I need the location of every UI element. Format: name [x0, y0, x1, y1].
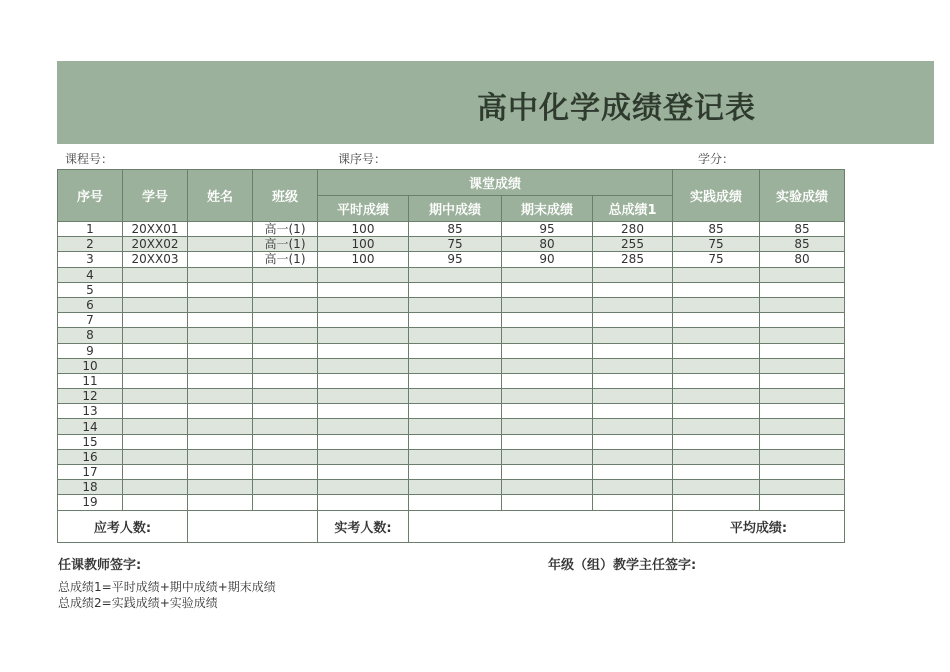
header-name: 姓名: [188, 170, 253, 222]
header-midterm: 期中成绩: [409, 196, 502, 222]
footer-actual-label: 实考人数:: [318, 510, 409, 542]
table-row: [58, 480, 845, 495]
cell-total1[interactable]: [593, 297, 673, 312]
cell-total1[interactable]: [593, 313, 673, 328]
note-total2: 总成绩2=实践成绩+实验成绩: [58, 596, 218, 610]
cell-class[interactable]: [253, 449, 318, 464]
cell-student-id[interactable]: [123, 313, 188, 328]
cell-practice[interactable]: 85: [673, 222, 760, 237]
cell-final[interactable]: [502, 419, 593, 434]
cell-student-id[interactable]: [123, 419, 188, 434]
table-row: [58, 404, 845, 419]
cell-name[interactable]: [188, 434, 253, 449]
footer-actual-value[interactable]: [409, 510, 673, 542]
cell-total1[interactable]: [593, 449, 673, 464]
cell-name[interactable]: [188, 404, 253, 419]
cell-regular[interactable]: [318, 449, 409, 464]
cell-practice[interactable]: [673, 313, 760, 328]
cell-class[interactable]: [253, 343, 318, 358]
table-row: [58, 434, 845, 449]
cell-class[interactable]: [253, 495, 318, 510]
cell-student-id[interactable]: [123, 373, 188, 388]
cell-student-id[interactable]: [123, 389, 188, 404]
cell-total1[interactable]: [593, 328, 673, 343]
cell-regular[interactable]: [318, 389, 409, 404]
cell-name[interactable]: [188, 343, 253, 358]
cell-index[interactable]: 14: [58, 419, 123, 434]
cell-final[interactable]: [502, 404, 593, 419]
cell-total1[interactable]: [593, 358, 673, 373]
cell-midterm[interactable]: [409, 419, 502, 434]
cell-experiment[interactable]: [760, 404, 845, 419]
cell-index[interactable]: 8: [58, 328, 123, 343]
cell-practice[interactable]: [673, 465, 760, 480]
head-signature-label: 年级（组）教学主任签字:: [548, 558, 697, 573]
cell-student-id[interactable]: [123, 434, 188, 449]
cell-regular[interactable]: [318, 313, 409, 328]
cell-experiment[interactable]: [760, 313, 845, 328]
cell-midterm[interactable]: [409, 465, 502, 480]
teacher-signature-label: 任课教师签字:: [58, 558, 142, 573]
cell-name[interactable]: [188, 267, 253, 282]
cell-student-id[interactable]: 20XX03: [123, 252, 188, 267]
table-row: [58, 297, 845, 312]
cell-final[interactable]: 90: [502, 252, 593, 267]
cell-index[interactable]: 18: [58, 480, 123, 495]
cell-class[interactable]: [253, 434, 318, 449]
cell-student-id[interactable]: [123, 267, 188, 282]
cell-regular[interactable]: 100: [318, 237, 409, 252]
cell-student-id[interactable]: [123, 495, 188, 510]
cell-final[interactable]: [502, 297, 593, 312]
footer-expected-value[interactable]: [188, 510, 318, 542]
header-classroom-group: 课堂成绩: [318, 170, 673, 196]
cell-midterm[interactable]: [409, 282, 502, 297]
cell-total1[interactable]: 280: [593, 222, 673, 237]
cell-class[interactable]: [253, 404, 318, 419]
header-index: 序号: [58, 170, 123, 222]
cell-class[interactable]: [253, 389, 318, 404]
cell-experiment[interactable]: [760, 343, 845, 358]
table-row: [58, 282, 845, 297]
cell-student-id[interactable]: [123, 465, 188, 480]
cell-midterm[interactable]: [409, 480, 502, 495]
cell-student-id[interactable]: [123, 282, 188, 297]
cell-experiment[interactable]: 85: [760, 222, 845, 237]
cell-index[interactable]: 16: [58, 449, 123, 464]
cell-regular[interactable]: [318, 465, 409, 480]
cell-name[interactable]: [188, 373, 253, 388]
cell-index[interactable]: 17: [58, 465, 123, 480]
cell-index[interactable]: 9: [58, 343, 123, 358]
cell-class[interactable]: [253, 328, 318, 343]
cell-class[interactable]: [253, 419, 318, 434]
cell-class[interactable]: [253, 465, 318, 480]
cell-practice[interactable]: [673, 480, 760, 495]
cell-final[interactable]: [502, 480, 593, 495]
cell-practice[interactable]: [673, 419, 760, 434]
table-row: [58, 328, 845, 343]
cell-name[interactable]: [188, 449, 253, 464]
cell-final[interactable]: [502, 328, 593, 343]
footer-expected-label: 应考人数:: [58, 510, 188, 542]
cell-experiment[interactable]: [760, 358, 845, 373]
cell-total1[interactable]: [593, 267, 673, 282]
cell-practice[interactable]: [673, 297, 760, 312]
cell-midterm[interactable]: 85: [409, 222, 502, 237]
cell-total1[interactable]: [593, 343, 673, 358]
cell-experiment[interactable]: [760, 328, 845, 343]
page-title: 高中化学成绩登记表: [477, 91, 756, 126]
seq-no-label: 课序号：: [338, 152, 387, 166]
cell-midterm[interactable]: [409, 434, 502, 449]
cell-student-id[interactable]: [123, 404, 188, 419]
cell-practice[interactable]: [673, 343, 760, 358]
cell-index[interactable]: 11: [58, 373, 123, 388]
header-experiment: 实验成绩: [760, 170, 845, 222]
cell-midterm[interactable]: [409, 449, 502, 464]
cell-final[interactable]: [502, 495, 593, 510]
cell-final[interactable]: [502, 465, 593, 480]
course-no-label: 课程号：: [65, 152, 114, 166]
header-class: 班级: [253, 170, 318, 222]
cell-experiment[interactable]: [760, 282, 845, 297]
cell-name[interactable]: [188, 495, 253, 510]
cell-index[interactable]: 15: [58, 434, 123, 449]
cell-name[interactable]: [188, 389, 253, 404]
cell-experiment[interactable]: [760, 373, 845, 388]
cell-class[interactable]: [253, 373, 318, 388]
cell-experiment[interactable]: [760, 297, 845, 312]
cell-class[interactable]: [253, 480, 318, 495]
cell-regular[interactable]: [318, 419, 409, 434]
cell-experiment[interactable]: [760, 495, 845, 510]
cell-name[interactable]: [188, 328, 253, 343]
table-row: [58, 267, 845, 282]
cell-class[interactable]: [253, 297, 318, 312]
cell-name[interactable]: [188, 237, 253, 252]
cell-student-id[interactable]: [123, 343, 188, 358]
cell-index[interactable]: 5: [58, 282, 123, 297]
cell-practice[interactable]: [673, 389, 760, 404]
table-row: [58, 237, 845, 252]
cell-midterm[interactable]: [409, 404, 502, 419]
table-row: [58, 313, 845, 328]
cell-class[interactable]: 高一(1): [253, 222, 318, 237]
cell-final[interactable]: [502, 373, 593, 388]
table-row: [58, 389, 845, 404]
cell-practice[interactable]: [673, 328, 760, 343]
cell-practice[interactable]: [673, 434, 760, 449]
cell-experiment[interactable]: [760, 267, 845, 282]
header-student-id: 学号: [123, 170, 188, 222]
cell-total1[interactable]: [593, 419, 673, 434]
table-row: [58, 495, 845, 510]
cell-index[interactable]: 6: [58, 297, 123, 312]
cell-student-id[interactable]: [123, 358, 188, 373]
title-banner: [57, 61, 934, 144]
cell-final[interactable]: 95: [502, 222, 593, 237]
cell-student-id[interactable]: [123, 297, 188, 312]
cell-regular[interactable]: [318, 267, 409, 282]
cell-index[interactable]: 3: [58, 252, 123, 267]
table-row: [58, 358, 845, 373]
cell-experiment[interactable]: 80: [760, 252, 845, 267]
cell-class[interactable]: [253, 282, 318, 297]
cell-midterm[interactable]: [409, 358, 502, 373]
cell-regular[interactable]: [318, 297, 409, 312]
cell-midterm[interactable]: 75: [409, 237, 502, 252]
cell-total1[interactable]: [593, 404, 673, 419]
table-row: [58, 252, 845, 267]
cell-name[interactable]: [188, 313, 253, 328]
cell-final[interactable]: [502, 434, 593, 449]
cell-total1[interactable]: [593, 465, 673, 480]
cell-index[interactable]: 13: [58, 404, 123, 419]
cell-midterm[interactable]: 95: [409, 252, 502, 267]
table-row: [58, 373, 845, 388]
cell-student-id[interactable]: [123, 480, 188, 495]
cell-index[interactable]: 10: [58, 358, 123, 373]
cell-index[interactable]: 12: [58, 389, 123, 404]
cell-name[interactable]: [188, 480, 253, 495]
header-final: 期末成绩: [502, 196, 593, 222]
cell-regular[interactable]: [318, 282, 409, 297]
cell-final[interactable]: [502, 389, 593, 404]
cell-student-id[interactable]: [123, 328, 188, 343]
cell-total1[interactable]: [593, 389, 673, 404]
cell-midterm[interactable]: [409, 267, 502, 282]
header-practice: 实践成绩: [673, 170, 760, 222]
cell-final[interactable]: [502, 282, 593, 297]
cell-midterm[interactable]: [409, 373, 502, 388]
cell-name[interactable]: [188, 222, 253, 237]
cell-final[interactable]: [502, 313, 593, 328]
table-row: [58, 465, 845, 480]
note-total1: 总成绩1=平时成绩+期中成绩+期末成绩: [58, 580, 276, 594]
cell-final[interactable]: 80: [502, 237, 593, 252]
cell-experiment[interactable]: [760, 434, 845, 449]
cell-regular[interactable]: [318, 480, 409, 495]
cell-total1[interactable]: [593, 434, 673, 449]
cell-student-id[interactable]: [123, 449, 188, 464]
cell-final[interactable]: [502, 343, 593, 358]
cell-name[interactable]: [188, 419, 253, 434]
cell-name[interactable]: [188, 358, 253, 373]
cell-regular[interactable]: 100: [318, 252, 409, 267]
cell-experiment[interactable]: [760, 419, 845, 434]
cell-practice[interactable]: 75: [673, 237, 760, 252]
cell-total1[interactable]: [593, 282, 673, 297]
cell-regular[interactable]: [318, 373, 409, 388]
cell-experiment[interactable]: [760, 389, 845, 404]
cell-experiment[interactable]: [760, 480, 845, 495]
cell-index[interactable]: 2: [58, 237, 123, 252]
cell-index[interactable]: 1: [58, 222, 123, 237]
cell-regular[interactable]: 100: [318, 222, 409, 237]
cell-practice[interactable]: [673, 404, 760, 419]
cell-regular[interactable]: [318, 495, 409, 510]
table-row: [58, 449, 845, 464]
cell-midterm[interactable]: [409, 389, 502, 404]
cell-total1[interactable]: 285: [593, 252, 673, 267]
table-row: [58, 343, 845, 358]
score-table: [57, 169, 845, 543]
cell-index[interactable]: 19: [58, 495, 123, 510]
cell-total1[interactable]: [593, 373, 673, 388]
footer-average-label: 平均成绩:: [673, 510, 845, 542]
cell-midterm[interactable]: [409, 328, 502, 343]
cell-regular[interactable]: [318, 343, 409, 358]
cell-practice[interactable]: [673, 495, 760, 510]
cell-final[interactable]: [502, 449, 593, 464]
cell-total1[interactable]: [593, 480, 673, 495]
cell-practice[interactable]: [673, 358, 760, 373]
cell-practice[interactable]: 75: [673, 252, 760, 267]
header-total1: 总成绩1: [593, 196, 673, 222]
cell-index[interactable]: 7: [58, 313, 123, 328]
cell-final[interactable]: [502, 267, 593, 282]
cell-practice[interactable]: [673, 267, 760, 282]
cell-practice[interactable]: [673, 282, 760, 297]
credit-label: 学分：: [698, 152, 735, 166]
cell-midterm[interactable]: [409, 313, 502, 328]
cell-name[interactable]: [188, 252, 253, 267]
cell-student-id[interactable]: 20XX02: [123, 237, 188, 252]
cell-regular[interactable]: [318, 434, 409, 449]
cell-index[interactable]: 4: [58, 267, 123, 282]
cell-midterm[interactable]: [409, 495, 502, 510]
table-row: [58, 419, 845, 434]
cell-name[interactable]: [188, 297, 253, 312]
cell-class[interactable]: 高一(1): [253, 252, 318, 267]
cell-experiment[interactable]: 85: [760, 237, 845, 252]
table-row: [58, 222, 845, 237]
cell-regular[interactable]: [318, 328, 409, 343]
cell-class[interactable]: [253, 267, 318, 282]
cell-class[interactable]: 高一(1): [253, 237, 318, 252]
cell-practice[interactable]: [673, 449, 760, 464]
cell-regular[interactable]: [318, 404, 409, 419]
cell-name[interactable]: [188, 465, 253, 480]
cell-regular[interactable]: [318, 358, 409, 373]
cell-midterm[interactable]: [409, 297, 502, 312]
cell-class[interactable]: [253, 358, 318, 373]
cell-midterm[interactable]: [409, 343, 502, 358]
cell-class[interactable]: [253, 313, 318, 328]
cell-student-id[interactable]: 20XX01: [123, 222, 188, 237]
cell-total1[interactable]: [593, 495, 673, 510]
cell-experiment[interactable]: [760, 465, 845, 480]
cell-name[interactable]: [188, 282, 253, 297]
cell-experiment[interactable]: [760, 449, 845, 464]
header-regular: 平时成绩: [318, 196, 409, 222]
cell-practice[interactable]: [673, 373, 760, 388]
cell-total1[interactable]: 255: [593, 237, 673, 252]
cell-final[interactable]: [502, 358, 593, 373]
